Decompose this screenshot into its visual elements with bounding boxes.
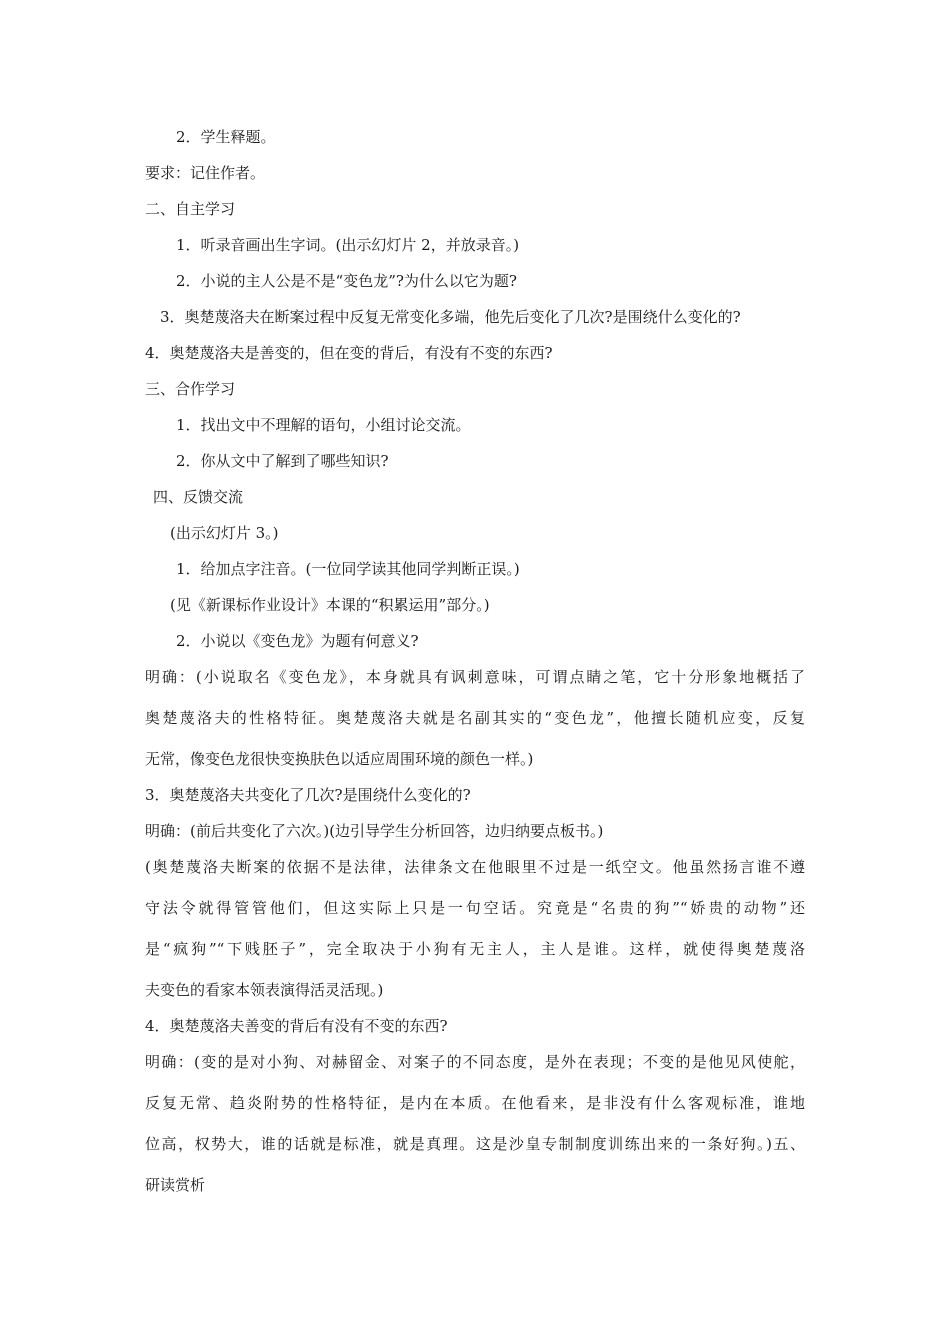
text-line: 是“疯狗”“下贱胚子”，完全取决于小狗有无主人，主人是谁。这样，就使得奥楚蔑洛 bbox=[145, 940, 805, 958]
text-line: 1．找出文中不理解的语句，小组讨论交流。 bbox=[176, 416, 471, 434]
text-line: 明确：(前后共变化了六次。)(边引导学生分析回答，边归纳要点板书。) bbox=[145, 822, 604, 840]
section-heading: 四、反馈交流 bbox=[153, 488, 244, 506]
text-line: 研读赏析 bbox=[145, 1176, 206, 1194]
text-line: 奥楚蔑洛夫的性格特征。奥楚蔑洛夫就是名副其实的“变色龙”，他擅长随机应变，反复 bbox=[145, 709, 805, 727]
text-line: 4．奥楚蔑洛夫善变的背后有没有不变的东西? bbox=[145, 1017, 448, 1035]
section-heading: 三、合作学习 bbox=[145, 380, 236, 398]
text-line: 1．给加点字注音。(一位同学读其他同学判断正误。) bbox=[176, 560, 520, 578]
text-line: 位高，权势大，谁的话就是标准，就是真理。这是沙皇专制制度训练出来的一条好狗。)五、 bbox=[145, 1135, 805, 1153]
text-line: 4．奥楚蔑洛夫是善变的，但在变的背后，有没有不变的东西? bbox=[145, 344, 553, 362]
text-line: 夫变色的看家本领表演得活灵活现。) bbox=[145, 981, 384, 999]
text-line: 守法令就得管管他们，但这实际上只是一句空话。究竟是“名贵的狗”“娇贵的动物”还 bbox=[145, 899, 805, 917]
text-line: 要求：记住作者。 bbox=[145, 164, 266, 182]
text-line: 3．奥楚蔑洛夫共变化了几次?是围绕什么变化的? bbox=[145, 786, 471, 804]
text-line: 无常，像变色龙很快变换肤色以适应周围环境的颜色一样。) bbox=[145, 750, 534, 768]
text-line: 反复无常、趋炎附势的性格特征，是内在本质。在他看来，是非没有什么客观标准，谁地 bbox=[145, 1094, 805, 1112]
text-line: 2．小说以《变色龙》为题有何意义? bbox=[176, 632, 419, 650]
text-line: (见《新课标作业设计》本课的“积累运用”部分。) bbox=[170, 596, 490, 614]
text-line: 2．学生释题。 bbox=[176, 128, 276, 146]
text-line: 1．听录音画出生字词。(出示幻灯片 2，并放录音。) bbox=[176, 236, 520, 254]
text-line: 3．奥楚蔑洛夫在断案过程中反复无常变化多端，他先后变化了几次?是围绕什么变化的? bbox=[160, 308, 741, 326]
text-line: 2．你从文中了解到了哪些知识? bbox=[176, 452, 389, 470]
text-line: 明确：(变的是对小狗、对赫留金、对案子的不同态度，是外在表现；不变的是他见风使舵， bbox=[145, 1053, 805, 1071]
section-heading: 二、自主学习 bbox=[145, 200, 236, 218]
text-line: (奥楚蔑洛夫断案的依据不是法律，法律条文在他眼里不过是一纸空文。他虽然扬言谁不遵 bbox=[145, 858, 805, 876]
text-line: 2．小说的主人公是不是“变色龙”?为什么以它为题? bbox=[176, 272, 517, 290]
text-line: (出示幻灯片 3。) bbox=[170, 524, 279, 542]
text-line: 明确：(小说取名《变色龙》，本身就具有讽刺意味，可谓点睛之笔，它十分形象地概括了 bbox=[145, 668, 805, 686]
